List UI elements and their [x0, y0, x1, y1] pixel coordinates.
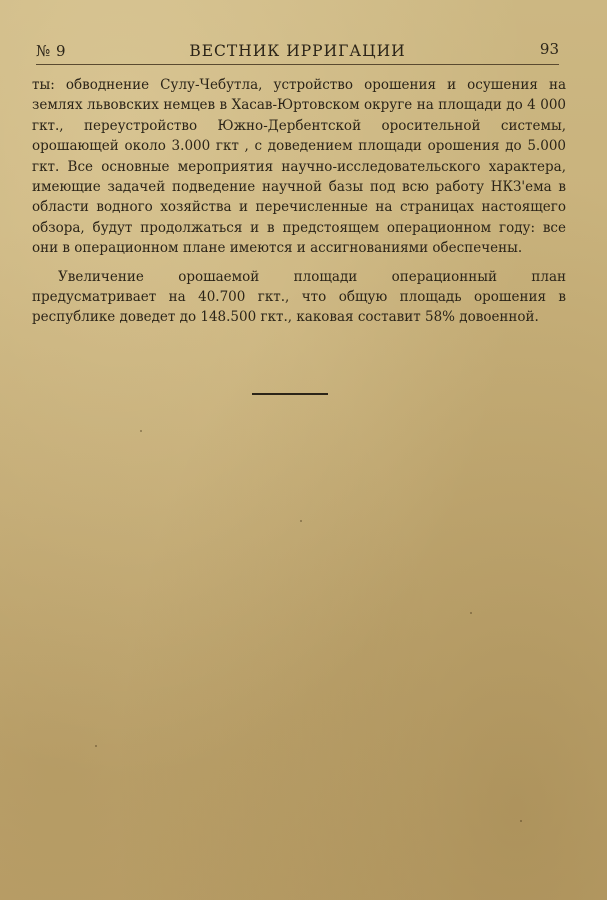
journal-title: ВЕСТНИК ИРРИГАЦИИ [189, 42, 406, 60]
page-number: 93 [539, 40, 559, 58]
article-body [32, 75, 566, 328]
paragraph-irrigation-increase: Увеличение орошаемой площади операционный план предусматривает на 40.700 гкт., что общую площадь орошения в республике доведет до 148.500 гкт., каковая составит 58% довоенной. [32, 268, 566, 326]
section-end-rule [252, 393, 328, 395]
issue-number: № 9 [36, 42, 67, 60]
paper-speck [520, 820, 522, 822]
paragraph-continuation: ты: обводнение Сулу-Чебутла, устройство орошения и осушения на землях львовских немцев в Хасав-Юртовском округе на площади до 4 000 гкт., переустройство Южно-Дербентской оросительной системы, орошающей около 3.000 гкт , с доведением площади орошения до 5.000 гкт. Все основные мероприятия научно-исследовательского характера, имеющие задачей подведение научной базы под всю работу НКЗ'ема в области водного хозяйства и перечисленные на страницах настоящего обзора, будут продолжаться и в предстоящем операционном году: все они в операционном плане имеются и ассигнованиями обеспечены. [32, 77, 566, 257]
running-header [36, 40, 559, 65]
paper-speck [95, 745, 97, 747]
paper-speck [300, 520, 302, 522]
paper-speck [140, 430, 142, 432]
paper-speck [470, 612, 472, 614]
